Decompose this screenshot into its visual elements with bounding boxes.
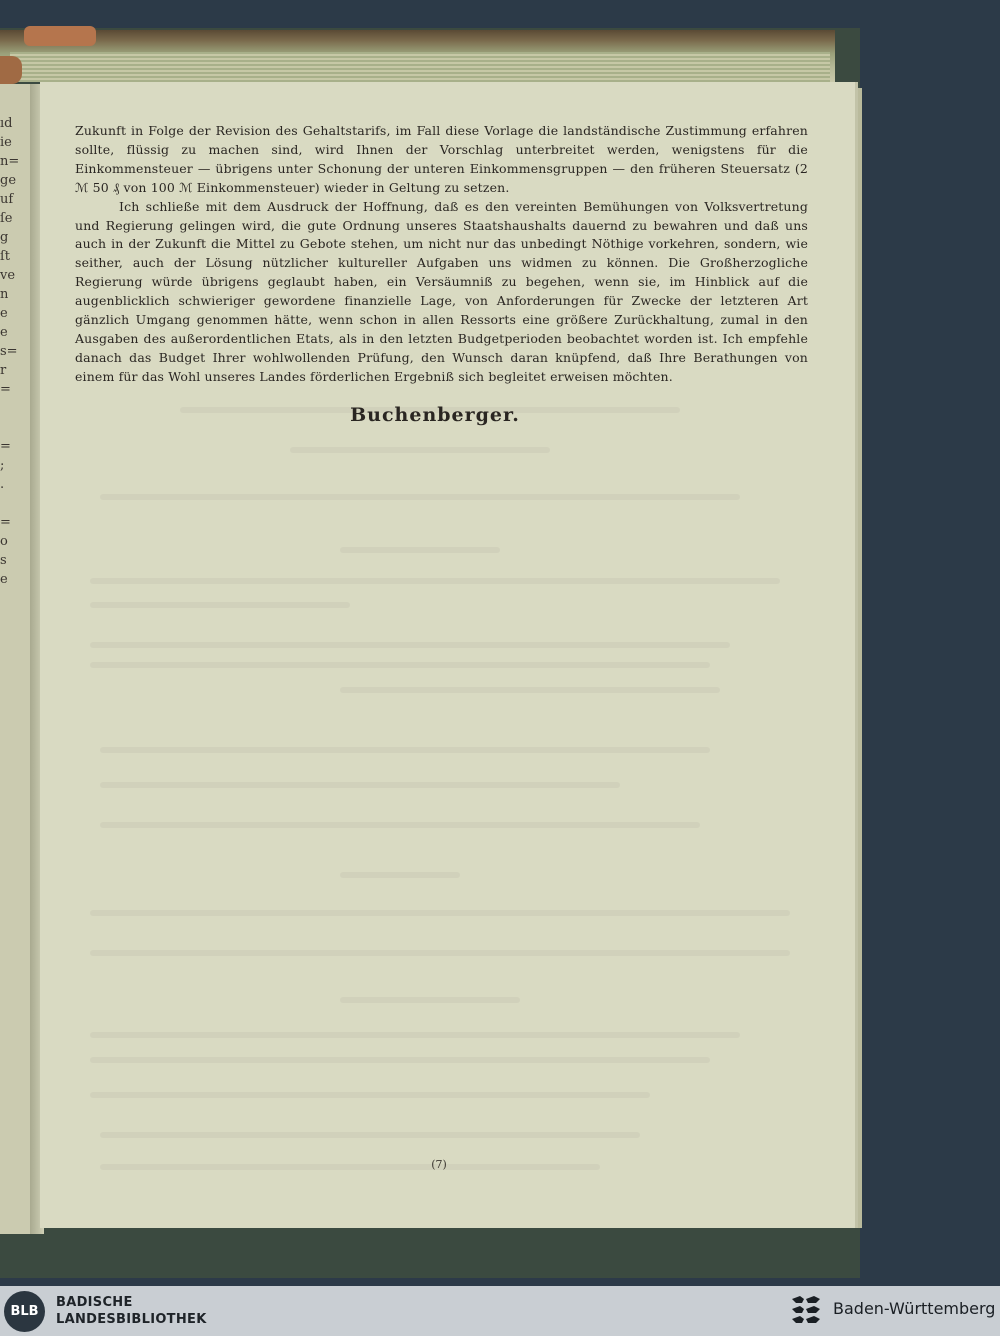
facing-page-fragment: s xyxy=(0,553,7,568)
show-through xyxy=(90,602,350,608)
state-name[interactable]: Baden-Württemberg xyxy=(833,1299,996,1318)
show-through xyxy=(90,662,710,668)
facing-page-fragment: = xyxy=(0,382,11,397)
signature: Buchenberger. xyxy=(350,404,520,426)
footer-bar xyxy=(0,1286,1000,1336)
library-name-line1: BADISCHE xyxy=(56,1295,133,1310)
facing-page-fragment: ve xyxy=(0,268,16,283)
body-text xyxy=(75,122,808,387)
coat-of-arms-icon[interactable] xyxy=(790,1293,822,1329)
show-through xyxy=(100,822,700,828)
show-through xyxy=(340,687,720,693)
show-through xyxy=(340,997,520,1003)
show-through xyxy=(90,1092,650,1098)
show-through xyxy=(340,872,460,878)
facing-page-fragment: o xyxy=(0,534,8,549)
show-through xyxy=(90,910,790,916)
facing-page-fragment: = xyxy=(0,439,11,454)
paragraph: Ich schließe mit dem Ausdruck der Hoffnung, daß es den vereinten Bemühungen von Volksvertretung und Regierung gelingen wird, die gute Ordnung unseres Staatshaushalts dauernd zu bewahren und daß uns auch in der Zukunft die Mittel zu Gebote stehen, um nicht nur das unbedingt Nöthige vorkehren, sondern, wie seither, auch der Lösung nützlicher kultureller Aufgaben uns widmen zu können. Die Großherzogliche Regierung würde übrigens geglaubt haben, ein Versäumniß zu begehen, wenn sie, im Hinblick auf die augenblicklich schwieriger gewordene finanzielle Lage, von Anforderungen für Zwecke der letzteren Art gänzlich Umgang genommen hätte, wenn schon in allen Ressorts eine größere Zurückhaltung, zumal in den Ausgaben des außerordentlichen Etats, als in den letzten Budgetperioden beobachtet worden ist. Ich empfehle danach das Budget Ihrer wohlwollenden Prüfung, den Wunsch daran knüpfend, daß Ihre Berathungen von einem für das Wohl unseres Landes förderlichen Ergebniß sich begleitet erweisen möchten. xyxy=(75,198,808,384)
facing-page-fragment: ; xyxy=(0,458,5,473)
facing-page-fragment: ie xyxy=(0,135,12,150)
library-name-line2: LANDESBIBLIOTHEK xyxy=(56,1312,207,1327)
facing-page-fragment: ge xyxy=(0,173,17,188)
show-through xyxy=(90,950,790,956)
show-through xyxy=(90,578,780,584)
facing-page-fragment: n xyxy=(0,287,9,302)
facing-page-fragment: r xyxy=(0,363,7,378)
facing-page-fragment: ıd xyxy=(0,116,13,131)
facing-page-fragment: n= xyxy=(0,154,20,169)
facing-page-fragment: ſt xyxy=(0,249,11,264)
show-through xyxy=(90,1057,710,1063)
facing-page-fragment: . xyxy=(0,477,5,492)
library-name[interactable] xyxy=(56,1294,207,1328)
facing-page-fragment: s= xyxy=(0,344,18,359)
page-edges xyxy=(10,52,830,82)
facing-page-fragment: e xyxy=(0,306,8,321)
facing-page-fragment: e xyxy=(0,325,8,340)
blb-logo[interactable]: BLB xyxy=(4,1291,45,1332)
page-number: (7) xyxy=(431,1158,447,1171)
show-through xyxy=(90,642,730,648)
show-through xyxy=(90,1032,740,1038)
show-through xyxy=(290,447,550,453)
facing-page-fragment: e xyxy=(0,572,8,587)
show-through xyxy=(100,1132,640,1138)
binding-tab xyxy=(0,56,22,84)
show-through xyxy=(100,782,620,788)
show-through xyxy=(100,494,740,500)
show-through xyxy=(100,747,710,753)
bookmark-tab xyxy=(24,26,96,46)
show-through xyxy=(340,547,500,553)
facing-page-fragment: uf xyxy=(0,192,14,207)
facing-page-strip xyxy=(0,84,30,1234)
paragraph: Zukunft in Folge der Revision des Gehaltstarifs, im Fall diese Vorlage die landständische Zustimmung erfahren sollte, flüssig zu machen sind, wird Ihnen der Vorschlag unterbreitet werden, wenigstens für die Einkommensteuer — übrigens unter Schonung der unteren Einkommensgruppen — den früheren Steuersatz (2 ℳ 50 ₰ von 100 ℳ Einkommensteuer) wieder in Geltung zu setzen. xyxy=(75,123,808,195)
facing-page-fragment: g xyxy=(0,230,9,245)
facing-page-fragment: = xyxy=(0,515,11,530)
facing-page-fragment: ſe xyxy=(0,211,13,226)
